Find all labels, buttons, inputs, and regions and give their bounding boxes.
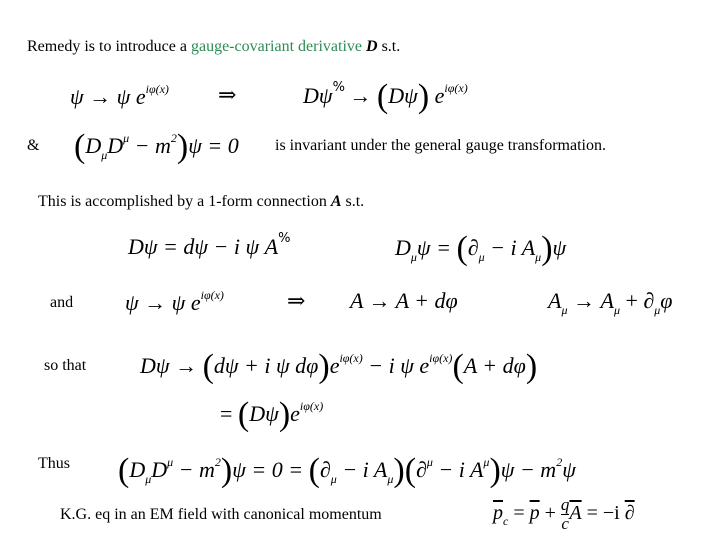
- paren-open: (: [376, 78, 389, 115]
- square: 2: [170, 131, 177, 145]
- mu-sub: μ: [561, 303, 568, 317]
- equals-minus-i: = −i: [581, 502, 625, 525]
- arrow-symbol: →: [349, 83, 372, 108]
- paren-close: ): [541, 230, 553, 267]
- paren-close: ): [278, 396, 291, 433]
- plus-symbol: +: [539, 502, 561, 525]
- exponent: iφ(x): [339, 351, 363, 365]
- equation-psi-transform: [70, 82, 169, 110]
- exponent: iφ(x): [444, 81, 468, 95]
- arrow-symbol: →: [175, 353, 198, 378]
- d-symbol: D: [85, 133, 102, 158]
- d-symbol: D: [107, 133, 124, 158]
- minus-m: − m: [129, 133, 171, 158]
- mu-sup: μ: [123, 131, 130, 145]
- implies-glyph: ⇒: [218, 82, 237, 107]
- fraction-denominator: c: [561, 514, 569, 533]
- equation-klein-gordon: [74, 128, 239, 166]
- paren-open: (: [456, 230, 468, 267]
- exponent: iφ(x): [145, 82, 169, 96]
- psi-symbol: ψ: [125, 290, 139, 315]
- minus-m: − m: [173, 457, 215, 482]
- covariant-derivative: Dψ = dψ − i ψ A: [128, 234, 279, 259]
- intro-highlight: gauge-covariant derivative: [190, 38, 362, 55]
- mu-sub: μ: [535, 250, 542, 264]
- intro-line: [27, 38, 400, 56]
- p-symbol: $\overline{p}$: [493, 502, 503, 525]
- mu-sub: μ: [101, 148, 108, 162]
- square: 2: [214, 455, 221, 469]
- equation-a-transform: [350, 288, 458, 314]
- psi-symbol: ψ: [552, 235, 567, 260]
- implies-symbol: [218, 82, 236, 108]
- mu-sup: μ: [483, 455, 490, 469]
- mu-sub: μ: [654, 303, 661, 317]
- paren-close: ): [176, 128, 189, 165]
- connection-suffix: s.t.: [341, 193, 365, 210]
- footer-text: K.G. eq in an EM field with canonical momentum: [60, 506, 382, 523]
- a-plus-dphi: A + dφ: [463, 353, 526, 378]
- paren-open: (: [118, 452, 130, 489]
- phi-symbol: φ: [660, 288, 673, 313]
- ampersand: &: [27, 137, 40, 154]
- arrow-symbol: →: [89, 84, 112, 109]
- partial-symbol: ∂: [416, 457, 427, 482]
- minus-psi-e: − i ψ e: [362, 353, 430, 378]
- tilde-mark: %: [278, 231, 290, 246]
- square: 2: [556, 455, 563, 469]
- connection-prefix: This is accomplished by a 1-form connection: [38, 193, 331, 210]
- paren-open: (: [404, 452, 417, 489]
- tilde-mark: %: [332, 80, 344, 95]
- dpsi: Dψ: [303, 83, 333, 108]
- psi-eq: ψ =: [416, 235, 457, 260]
- equation-dpsi-transform: [303, 78, 468, 116]
- exp-e: e: [290, 401, 300, 426]
- psi-e: ψ e: [116, 84, 146, 109]
- paren-close: ): [417, 78, 430, 115]
- paren-close: ): [393, 452, 405, 489]
- partial-symbol: ∂: [467, 235, 479, 260]
- paren-open: (: [452, 348, 464, 385]
- arrow-symbol: →: [572, 288, 595, 313]
- paren-open: (: [202, 348, 214, 385]
- dpsi: Dψ: [140, 353, 170, 378]
- mu-sub: μ: [387, 472, 394, 486]
- mu-sub: μ: [145, 472, 152, 486]
- a-symbol: $\overline{A}$: [569, 502, 582, 525]
- mu-sup: μ: [426, 455, 433, 469]
- psi-symbol: ψ: [562, 457, 576, 482]
- intro-suffix: s.t.: [377, 38, 401, 55]
- paren-open: (: [74, 128, 86, 165]
- exponent: iφ(x): [429, 351, 453, 365]
- a-symbol: A: [600, 288, 614, 313]
- intro-prefix: Remedy is to introduce a: [27, 38, 191, 55]
- d-symbol: D: [151, 457, 168, 482]
- equation-dpsi-derivation: [140, 348, 537, 386]
- psi-minus-m: ψ − m: [500, 457, 557, 482]
- paren-open: (: [308, 452, 320, 489]
- exponent: iφ(x): [299, 399, 324, 413]
- exponent: iφ(x): [200, 288, 224, 302]
- mu-sub: μ: [330, 472, 337, 486]
- intro-symbol: D: [366, 38, 378, 55]
- c-sub: c: [503, 514, 509, 529]
- psi-eq-zero: ψ = 0 =: [232, 457, 309, 482]
- equation-kg-em: [118, 452, 576, 490]
- psi-eq-zero: ψ = 0: [188, 133, 239, 158]
- invariance-text: is invariant under the general gauge transformation.: [275, 137, 606, 154]
- arrow-symbol: →: [144, 290, 167, 315]
- minus-i-a: − i A: [484, 235, 536, 260]
- dpsi: Dψ: [249, 401, 279, 426]
- a-transform: A → A + dφ: [350, 288, 458, 313]
- dpsi: Dψ: [388, 83, 418, 108]
- connection-line: [38, 193, 364, 211]
- so-that-label: so that: [44, 357, 87, 374]
- p-symbol: $\overline{p}$: [529, 502, 540, 525]
- equation-canonical-momentum: [493, 496, 635, 533]
- plus-partial: + ∂: [619, 288, 655, 313]
- mu-sub: μ: [613, 303, 620, 317]
- equation-covariant-components: [395, 230, 566, 268]
- exp-e: e: [434, 83, 445, 108]
- mu-sup: μ: [167, 455, 174, 469]
- d-symbol: D: [395, 235, 411, 260]
- psi-e: ψ e: [171, 290, 201, 315]
- paren-open: (: [237, 396, 250, 433]
- mu-sub: μ: [478, 250, 485, 264]
- equals-symbol: =: [508, 502, 530, 525]
- a-symbol: A: [548, 288, 562, 313]
- implies-symbol-2: [287, 288, 305, 314]
- fraction-numerator: q: [560, 495, 570, 514]
- partial-symbol: ∂: [624, 502, 635, 525]
- d-symbol: D: [129, 457, 146, 482]
- minus-i-a: − i A: [336, 457, 388, 482]
- dpsi-plus-term: dψ + i ψ dφ: [213, 353, 319, 378]
- and-label: and: [50, 294, 74, 311]
- psi-symbol: ψ: [70, 84, 84, 109]
- paren-close: ): [525, 348, 538, 385]
- connection-symbol: A: [330, 193, 342, 210]
- partial-symbol: ∂: [319, 457, 331, 482]
- thus-label: Thus: [38, 455, 70, 472]
- mu-sub: μ: [410, 250, 417, 264]
- equation-covariant-form: [128, 231, 290, 260]
- paren-close: ): [318, 348, 330, 385]
- equation-psi-phase: [125, 288, 224, 316]
- paren-close: ): [489, 452, 501, 489]
- equation-dpsi-result: [220, 396, 323, 434]
- equals-symbol: =: [220, 401, 233, 426]
- exp-e: e: [329, 353, 340, 378]
- paren-close: ): [220, 452, 233, 489]
- minus-i-a: − i A: [432, 457, 484, 482]
- implies-glyph: ⇒: [287, 288, 306, 313]
- equation-amu-transform: [548, 288, 672, 318]
